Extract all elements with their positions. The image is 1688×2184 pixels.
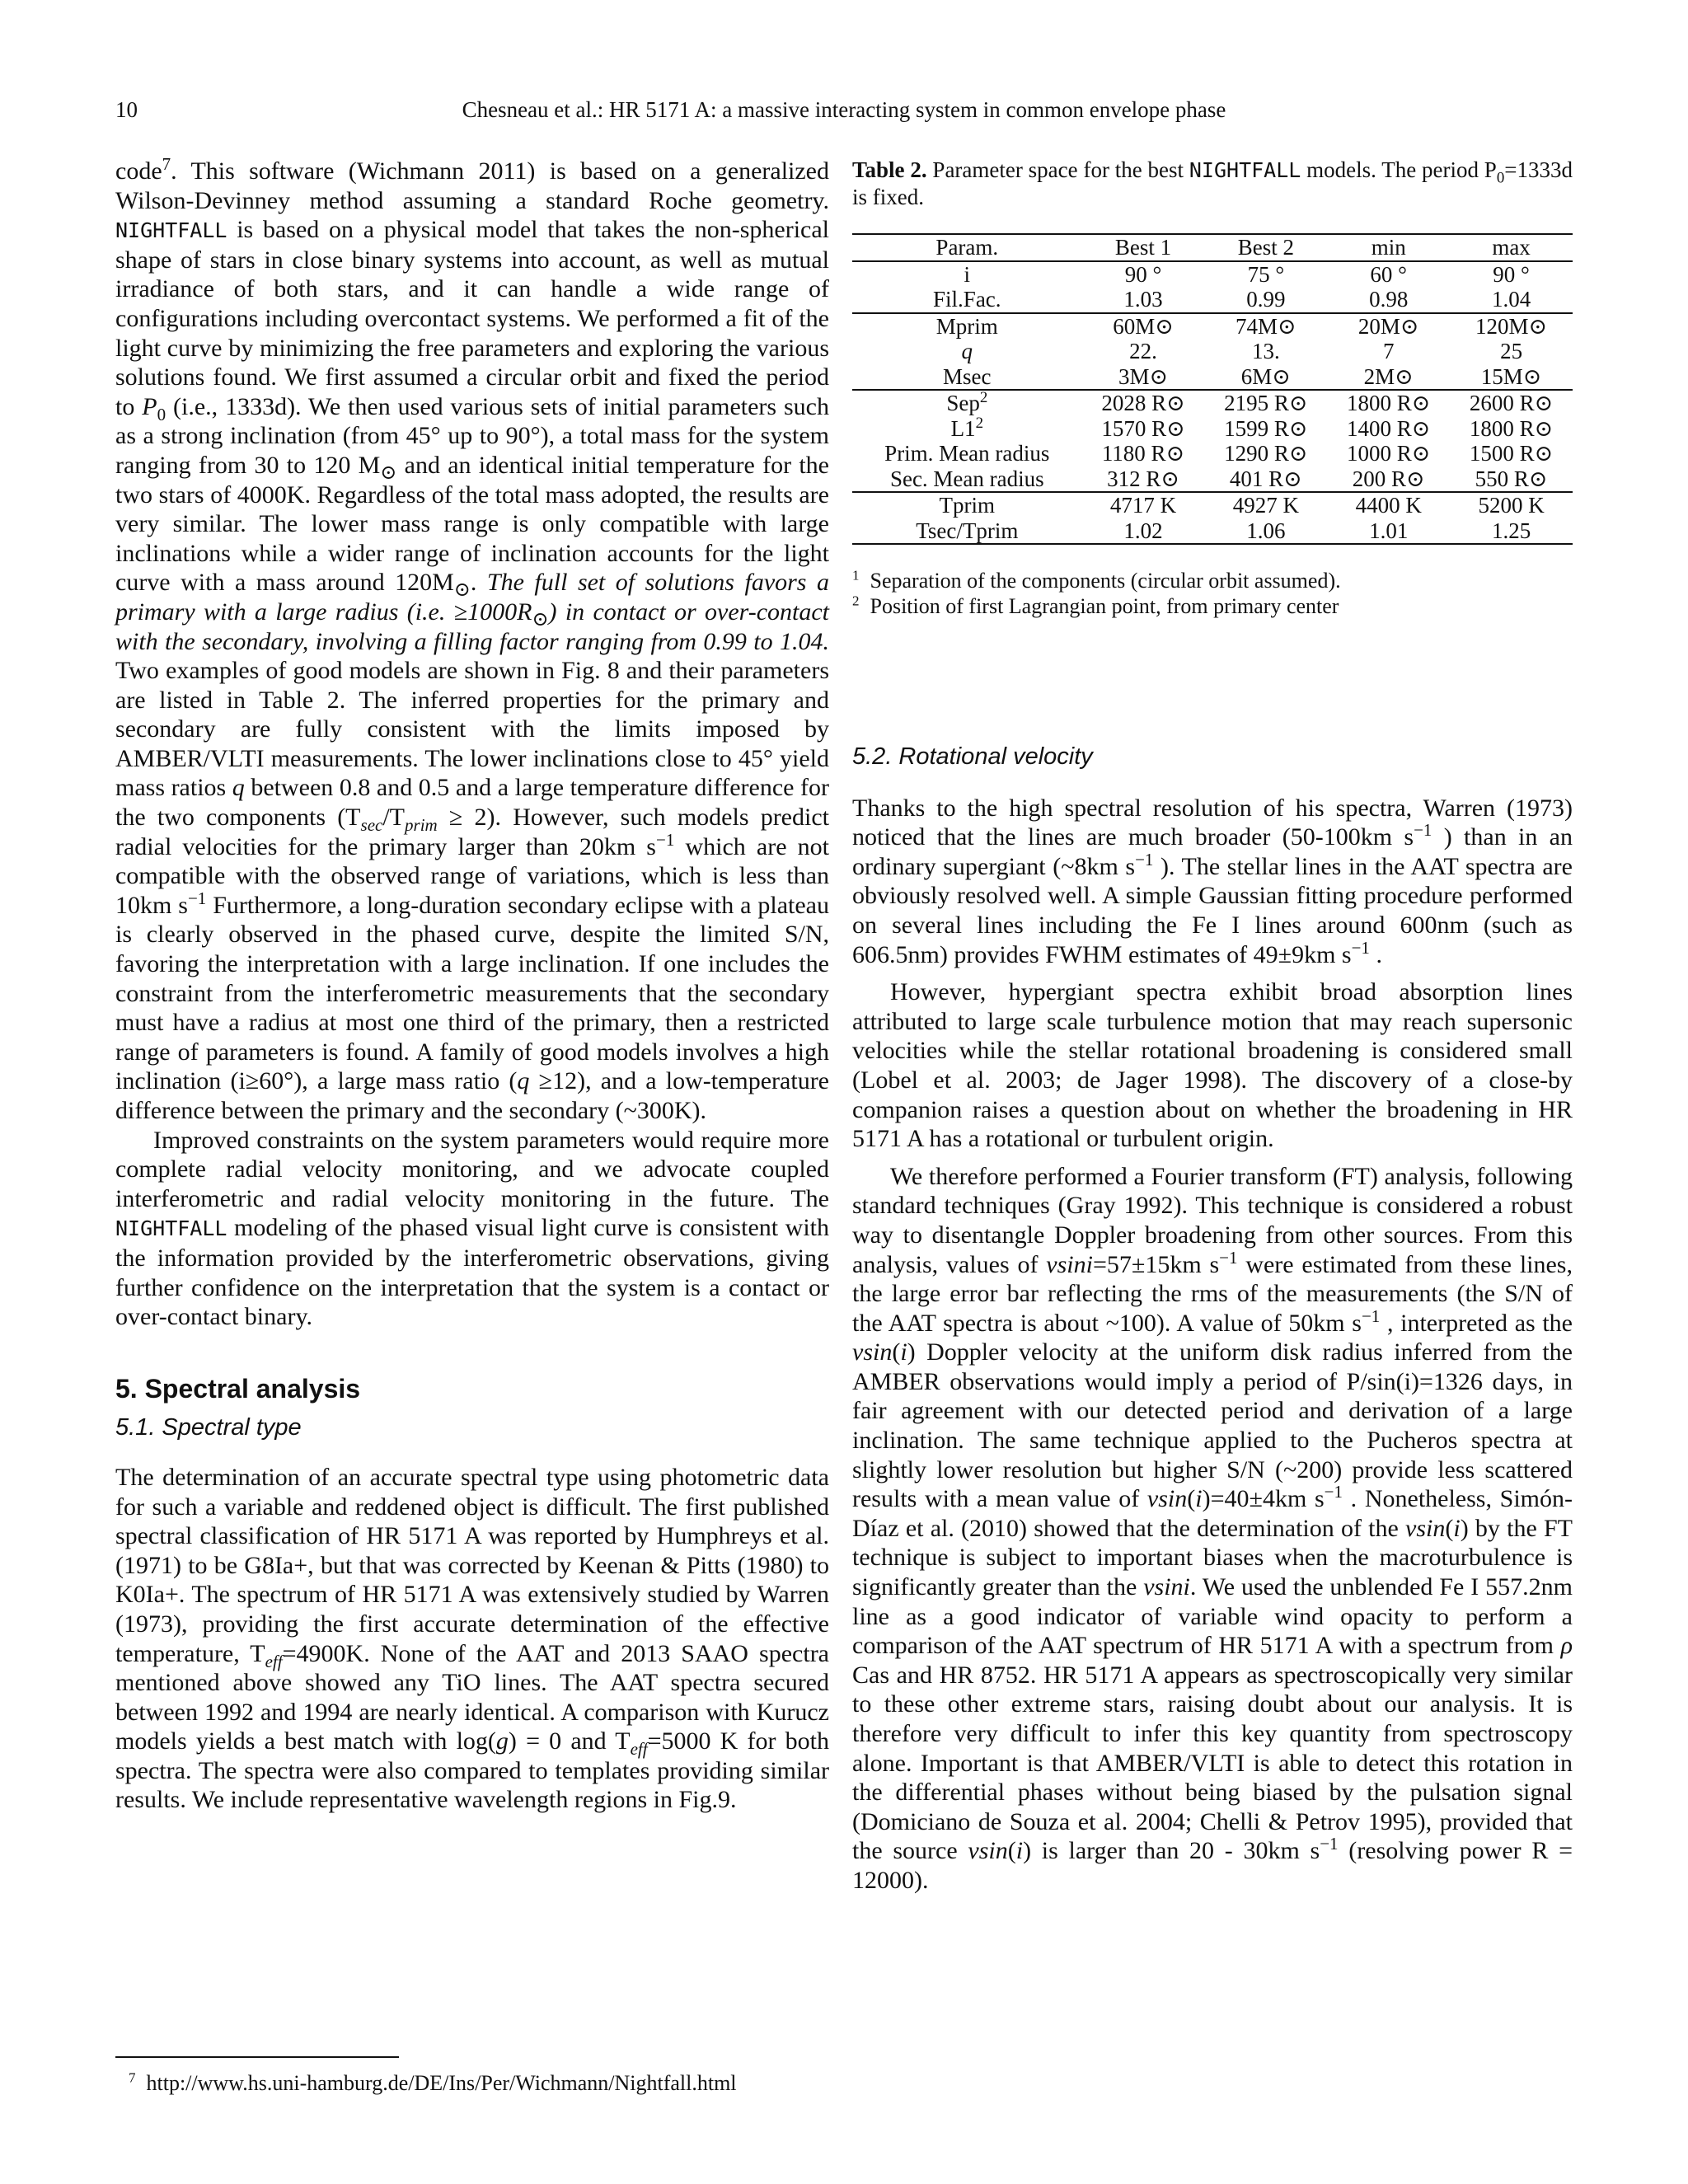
paragraph: Thanks to the high spectral resolution of his spectra, Warren (1973) noticed that the lines are much broader (50-100km $s^{-1}$ ) than in an ordinary supergiant (~8km $s^{-1}$ ). The stellar lines in the AAT spectra are obviously resolved well. A simple Gaussian fitting procedure performed on several lines including the Fe I lines around 600nm (such as 606.5nm) provides FWHM estimates of 49±9km $s^{-1}$ . (852, 794, 1573, 968)
section-heading: 5. Spectral analysis (115, 1373, 361, 1404)
subsection-heading: 5.1. Spectral type (115, 1414, 302, 1441)
table-note: $^2$ Position of first Lagrangian point, from primary center (852, 593, 1339, 618)
table-row: $L1^2$ 1570 R⊙ 1599 R⊙ 1400 R⊙ 1800 R⊙ (950, 414, 1554, 441)
table-row: Sec. Mean radius 312 R⊙ 401 R⊙ 200 R⊙ 550 R⊙ (889, 466, 1548, 491)
table-row: Tprim 4717 K 4927 K 4400 K 5200 K (852, 492, 1573, 518)
table-row: Fil.Fac. 1.03 0.99 0.98 1.04 (933, 287, 1531, 312)
footnote-rule (115, 2056, 399, 2058)
running-head: Chesneau et al.: HR 5171 A: a massive interacting system in common envelope phase (462, 97, 1226, 122)
paragraph: We therefore performed a Fourier transform (FT) analysis, following standard techniques (Gray 1992). This technique is considered a robust way to disentangle Doppler broadening from other sources. From this analysis, values of vsini=57±15km $s^{-1}$ were estimated from these lines, the large error bar reflecting the rms of the measurements (the S/N of the AAT spectra is about ~100). A value of 50km $s^{-1}$ , interpreted as the vsin(i) Doppler velocity at the uniform disk radius inferred from the AMBER observations would imply a period of P/sin(i)=1326 days, in fair agreement with our detected period and derivation of a large inclination. The same technique applied to the Pucheros spectra at slightly lower resolution but higher S/N (~200) provide less scattered results with a mean value of vsin(i)=40±4km $s^{-1}$ . Nonetheless, Simón-Díaz et al. (2010) showed that the determination of the vsin(i) by the FT technique is subject to important biases when the macroturbulence is significantly greater than the vsini. We used the unblended Fe I 557.2nm line as a good indicator of variable wind opacity to perform a comparison of the AAT spectrum of HR 5171 A with a spectrum from ρ Cas and HR 8752. HR 5171 A appears as spectroscopically very similar to these other extreme stars, raising doubt about our analysis. It is therefore very difficult to infer this key quantity from spectroscopy alone. Important is that AMBER/VLTI is able to detect this rotation in the differential phases without being biased by the pulsation signal (Domiciano de Souza et al. 2004; Chelli & Petrov 1995), provided that the source vsin(i) is larger than 20 - 30km $s^{-1}$ (resolving power R = 12000). (852, 1162, 1573, 1894)
left-column (115, 154, 830, 1815)
table-notes (852, 568, 1573, 619)
footnote-url[interactable]: http://www.hs.uni-hamburg.de/DE/Ins/Per/Wichmann/Nightfall.html (146, 2071, 737, 2095)
table-caption: Table 2. Parameter space for the best NIGHTFALL models. The period $P_0=1333d$ is fixed. (852, 157, 1573, 209)
table-row: Mprim 60M⊙ 74M⊙ 20M⊙ 120M⊙ (852, 313, 1573, 340)
table-row: Msec 3M⊙ 6M⊙ 2M⊙ 15M⊙ (943, 363, 1542, 389)
table-row: i 90 ° 75 ° 60 ° 90 ° (852, 261, 1573, 288)
subsection-heading: 5.2. Rotational velocity (852, 743, 1093, 770)
table-header-row: Param. Best 1 Best 2 min max (852, 234, 1573, 261)
footnote: $^7$ http://www.hs.uni-hamburg.de/DE/Ins/Per/Wichmann/Nightfall.html (129, 2069, 737, 2095)
right-column (852, 157, 1573, 1896)
parameter-table (852, 233, 1573, 545)
table-row: q 22. 13. 7 25 (961, 339, 1523, 363)
paragraph: code$^7$. This software (Wichmann 2011) is based on a generalized Wilson-Devinney method assuming a standard Roche geometry. NIGHTFALL is based on a physical model that takes the non-spherical shape of stars in close binary systems into account, as well as mutual irradiance of both stars, and it can handle a wide range of configurations including overcontact systems. We performed a fit of the light curve by minimizing the free parameters and exploring the various solutions found. We first assumed a circular orbit and fixed the period to $P_0$ (i.e., 1333d). We then used various sets of initial parameters such as a strong inclination (from 45° up to 90°), a total mass for the system ranging from 30 to 120 $M_⊙$ and an identical initial temperature for the two stars of 4000K. Regardless of the total mass adopted, the results are very similar. The lower mass range is only compatible with large inclinations while a wider range of inclination accounts for the light curve with a mass around $120M_⊙$. The full set of solutions favors a primary with a large radius (i.e. $\ge 1000R_⊙$) in contact or over-contact with the secondary, involving a filling factor ranging from 0.99 to 1.04. Two examples of good models are shown in Fig. 8 and their parameters are listed in Table 2. The inferred properties for the primary and secondary are fully consistent with the limits imposed by AMBER/VLTI measurements. The lower inclinations close to 45° yield mass ratios q between 0.8 and 0.5 and a large temperature difference for the two components $(T_{sec}/T_{prim} \ge 2)$. However, such models predict radial velocities for the primary larger than 20km $s^{-1}$ which are not compatible with the observed range of variations, which is less than 10km $s^{-1}$ Furthermore, a long-duration secondary eclipse with a plateau is clearly observed in the phased curve, despite the limited S/N, favoring the interpretation with a large inclination. If one includes the constraint from the interferometric measurements that the secondary must have a radius at most one third of the primary, then a restricted range of parameters is found. A family of good models involves a high inclination (i≥60°), a large mass ratio (q ≥12), and a low-temperature difference between the primary and the secondary (~300K). (115, 154, 830, 1124)
page-number: 10 (115, 97, 138, 122)
paragraph: The determination of an accurate spectral type using photometric data for such a variable and reddened object is difficult. The first published spectral classification of HR 5171 A was reported by Humphreys et al. (1971) to be G8Ia+, but that was corrected by Keenan & Pitts (1980) to K0Ia+. The spectrum of HR 5171 A was extensively studied by Warren (1973), providing the first accurate determination of the effective temperature, $T_{eff}=4900K$. None of the AAT and 2013 SAAO spectra mentioned above showed any TiO lines. The AAT spectra secured between 1992 and 1994 are nearly identical. A comparison with Kurucz models yields a best match with log(g) = 0 and $T_{eff}=5000$ K for both spectra. The spectra were also compared to templates providing similar results. We include representative wavelength regions in Fig.9. (115, 1463, 829, 1814)
table-row: Tsec/Tprim 1.02 1.06 1.01 1.25 (852, 518, 1573, 545)
table-row: Prim. Mean radius 1180 R⊙ 1290 R⊙ 1000 R⊙ 1500 R⊙ (884, 441, 1554, 466)
paragraph: However, hypergiant spectra exhibit broad absorption lines attributed to large scale turbulence motion that may reach supersonic velocities while the stellar rotational broadening is considered small (Lobel et al. 2003; de Jager 1998). The discovery of a close-by companion raises a question about on whether the broadening in HR 5171 A has a rotational or turbulent origin. (852, 978, 1573, 1153)
table-row: Sep$^2$ 2028 R⊙ 2195 R⊙ 1800 R⊙ 2600 R⊙ (852, 390, 1573, 416)
table-note: $^1$ Separation of the components (circular orbit assumed). (852, 567, 1341, 593)
paragraph: Improved constraints on the system parameters would require more complete radial velocity monitoring, and we advocate coupled interferometric and radial velocity monitoring in the future. The NIGHTFALL modeling of the phased visual light curve is consistent with the information provided by the interferometric observations, giving further confidence on the interpretation that the system is a contact or over-contact binary. (115, 1126, 829, 1331)
